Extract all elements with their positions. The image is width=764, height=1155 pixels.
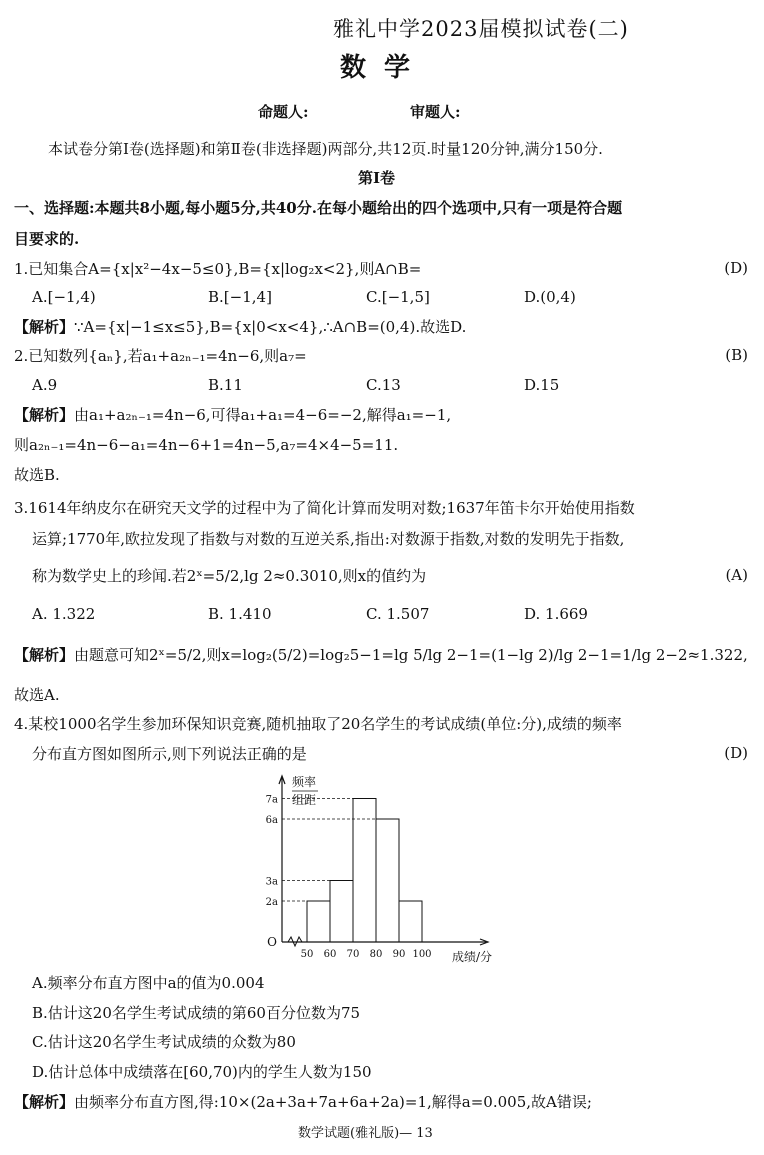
q2-option-d: D.15	[524, 376, 560, 394]
q4-answer: (D)	[724, 744, 748, 762]
page-footer: 数学试题(雅礼版)— 13	[298, 1126, 433, 1141]
x-axis-label: 成绩/分	[451, 950, 493, 964]
q4-stem-line2: 分布直方图如图所示,则下列说法正确的是	[32, 745, 307, 763]
q4-analysis-text: 由频率分布直方图,得:10×(2a+3a+7a+6a+2a)=1,解得a=0.005,故A错误;	[74, 1093, 592, 1111]
q4-option-b: B.估计这20名学生考试成绩的第60百分位数为75	[32, 1004, 361, 1022]
q2-analysis-line2: 则a₂ₙ₋₁=4n−6−a₁=4n−6+1=4n−5,a₇=4×4−5=11.	[14, 436, 399, 454]
reviewer-label: 审题人:	[410, 103, 461, 121]
q2-option-a: A.9	[32, 376, 58, 394]
q1-option-c: C.[−1,5]	[366, 288, 430, 306]
y-axis-label-bottom: 组距	[291, 793, 317, 807]
x-tick-label: 70	[346, 949, 360, 960]
q2-option-b: B.11	[208, 376, 243, 394]
q4-option-a: A.频率分布直方图中a的值为0.004	[32, 974, 265, 992]
histogram-bar	[353, 799, 376, 943]
section-heading-line2: 目要求的.	[14, 230, 80, 248]
q1-analysis-text: ∵A={x|−1≤x≤5},B={x|0<x<4},∴A∩B=(0,4).故选D.	[74, 318, 467, 336]
y-axis-label-top: 频率	[291, 775, 317, 789]
q3-option-b: B. 1.410	[208, 605, 272, 623]
q3-analysis-line1	[14, 645, 748, 665]
y-tick-label: 6a	[265, 815, 278, 826]
histogram-bar	[307, 901, 330, 942]
q2-answer: (B)	[725, 346, 748, 364]
histogram-bar	[376, 819, 399, 942]
histogram-bar	[399, 901, 422, 942]
q3-analysis-tag: 【解析】	[14, 646, 75, 664]
y-tick-label: 3a	[265, 876, 278, 888]
section-heading-line1: 一、选择题:本题共8小题,每小题5分,共40分.在每小题给出的四个选项中,只有一项是符合题	[14, 199, 623, 217]
q2-stem: 2.已知数列{aₙ},若a₁+a₂ₙ₋₁=4n−6,则a₇=	[14, 347, 307, 365]
q3-answer: (A)	[725, 566, 748, 584]
q3-analysis-text1: 由题意可知2ˣ=5/2,则x=log₂(5/2)=log₂5−1=lg 5/lg 2−1=(1−lg 2)/lg 2−1=1/lg 2−2≈1.322,	[74, 646, 748, 664]
q1-answer: (D)	[724, 259, 748, 277]
exam-instructions: 本试卷分第Ⅰ卷(选择题)和第Ⅱ卷(非选择题)两部分,共12页.时量120分钟,满分150分.	[48, 140, 603, 158]
x-tick-label: 90	[392, 949, 406, 960]
q2-analysis-line1	[14, 405, 451, 425]
q3-option-d: D. 1.669	[524, 605, 588, 623]
volume-title: 第Ⅰ卷	[358, 169, 396, 187]
q1-stem: 1.已知集合A={x|x²−4x−5≤0},B={x|log₂x<2},则A∩B=	[14, 260, 422, 278]
q2-analysis-line3: 故选B.	[14, 466, 60, 484]
q1-option-b: B.[−1,4]	[208, 288, 272, 306]
q1-analysis	[14, 317, 466, 337]
x-tick-label: 100	[412, 949, 432, 960]
q2-analysis-tag: 【解析】	[14, 406, 75, 424]
q2-option-c: C.13	[366, 376, 401, 394]
frequency-histogram	[0, 768, 764, 968]
q3-option-c: C. 1.507	[366, 605, 430, 623]
q3-stem-line3: 称为数学史上的珍闻.若2ˣ=5/2,lg 2≈0.3010,则x的值约为	[32, 567, 427, 585]
q4-option-d: D.估计总体中成绩落在[60,70)内的学生人数为150	[32, 1063, 372, 1081]
q1-option-a: A.[−1,4)	[32, 288, 96, 306]
x-tick-label: 60	[323, 949, 337, 960]
q3-stem-line1: 3.1614年纳皮尔在研究天文学的过程中为了简化计算而发明对数;1637年笛卡尔开始使用指数	[14, 499, 635, 517]
x-tick-label: 80	[369, 949, 383, 960]
q2-analysis-text1: 由a₁+a₂ₙ₋₁=4n−6,可得a₁+a₁=4−6=−2,解得a₁=−1,	[74, 406, 452, 424]
q4-analysis-tag: 【解析】	[14, 1093, 75, 1111]
q3-stem-line2: 运算;1770年,欧拉发现了指数与对数的互逆关系,指出:对数源于指数,对数的发明先于指数,	[32, 530, 625, 548]
origin-label: O	[267, 935, 277, 949]
q1-option-d: D.(0,4)	[524, 288, 576, 306]
q3-option-a: A. 1.322	[32, 605, 96, 623]
histogram-bar	[330, 881, 353, 943]
q3-analysis-line2: 故选A.	[14, 686, 60, 704]
subject-title: 数学	[340, 53, 429, 83]
exam-title: 雅礼中学2023届模拟试卷(二)	[333, 17, 629, 41]
q1-analysis-tag: 【解析】	[14, 318, 75, 336]
q4-stem-line1: 4.某校1000名学生参加环保知识竞赛,随机抽取了20名学生的考试成绩(单位:分),成绩的频率	[14, 715, 622, 733]
x-tick-label: 50	[300, 949, 314, 960]
q4-option-c: C.估计这20名学生考试成绩的众数为80	[32, 1033, 296, 1051]
y-tick-label: 7a	[265, 794, 278, 806]
setter-label: 命题人:	[258, 103, 309, 121]
q4-analysis	[14, 1092, 592, 1112]
y-tick-label: 2a	[265, 897, 278, 908]
